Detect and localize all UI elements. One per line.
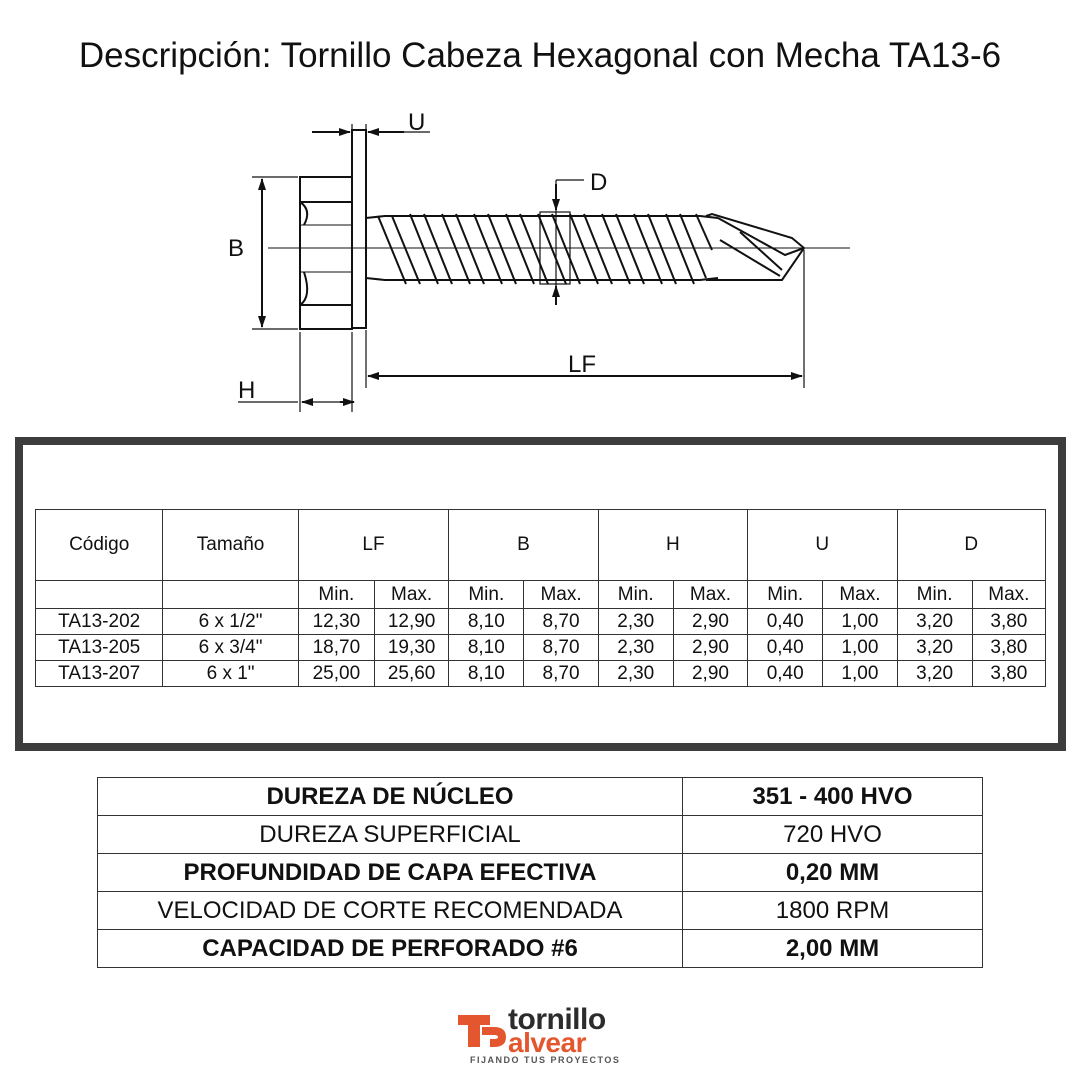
table-cell: TA13-202 [36,609,163,635]
property-row [98,892,983,930]
table-cell: 2,90 [673,635,747,661]
properties-table [97,777,983,968]
table-cell: 8,70 [524,661,598,687]
property-label: CAPACIDAD DE PERFORADO #6 [98,930,683,968]
hex-head [300,177,352,329]
subheader-max: Max. [673,581,747,609]
table-cell: 6 x 3/4" [163,635,298,661]
property-row [98,930,983,968]
label-h: H [238,377,256,404]
property-label: DUREZA DE NÚCLEO [98,778,683,816]
subheader-max: Max. [823,581,897,609]
table-row [36,635,1046,661]
header-tamano: Tamaño [163,510,298,581]
property-value: 2,00 MM [683,930,983,968]
property-label: VELOCIDAD DE CORTE RECOMENDADA [98,892,683,930]
table-cell: 25,60 [374,661,448,687]
table-cell: 3,20 [897,661,972,687]
property-value: 351 - 400 HVO [683,778,983,816]
table-cell: 2,90 [673,661,747,687]
table-cell: 3,80 [972,635,1045,661]
property-row [98,854,983,892]
label-u: U [408,109,426,136]
table-cell: 3,80 [972,609,1045,635]
subheader-min: Min. [748,581,823,609]
washer-flange [352,130,366,328]
property-label: PROFUNDIDAD DE CAPA EFECTIVA [98,854,683,892]
table-cell: 0,40 [748,635,823,661]
subheader-max: Max. [524,581,598,609]
subheader-min: Min. [449,581,524,609]
table-cell: TA13-205 [36,635,163,661]
table-cell: 0,40 [748,609,823,635]
logo-word-tornillo: tornillo [508,1003,606,1036]
table-cell: 2,90 [673,609,747,635]
table-cell: 8,70 [524,635,598,661]
label-b: B [228,235,245,262]
table-cell: 1,00 [823,635,897,661]
table-cell: 12,90 [374,609,448,635]
screw-drawing [0,100,1080,430]
subheader-min: Min. [897,581,972,609]
table-row [36,609,1046,635]
spec-frame [15,437,1066,751]
table-cell: 25,00 [298,661,374,687]
property-row [98,816,983,854]
table-cell: 1,00 [823,661,897,687]
header-d: D [897,510,1045,581]
header-u: U [748,510,897,581]
table-cell: 8,10 [449,609,524,635]
subheader-max: Max. [374,581,448,609]
property-label: DUREZA SUPERFICIAL [98,816,683,854]
header-b: B [449,510,598,581]
table-cell: 2,30 [598,661,673,687]
header-h: H [598,510,747,581]
table-row [36,661,1046,687]
property-value: 720 HVO [683,816,983,854]
drill-tip [706,214,804,280]
table-cell: 3,80 [972,661,1045,687]
table-cell: 0,40 [748,661,823,687]
table-cell: TA13-207 [36,661,163,687]
subheader-max: Max. [972,581,1045,609]
logo-word-alvear: alvear [508,1027,586,1058]
threads [378,214,712,284]
spec-table-body [36,609,1046,687]
label-d: D [590,169,608,196]
header-codigo: Código [36,510,163,581]
table-cell: 6 x 1" [163,661,298,687]
table-cell: 3,20 [897,609,972,635]
table-cell: 1,00 [823,609,897,635]
property-value: 1800 RPM [683,892,983,930]
property-value: 0,20 MM [683,854,983,892]
table-cell: 6 x 1/2" [163,609,298,635]
table-cell: 8,70 [524,609,598,635]
table-cell: 3,20 [897,635,972,661]
subheader-min: Min. [298,581,374,609]
table-cell: 8,10 [449,661,524,687]
label-lf: LF [568,351,597,378]
subheader-min: Min. [598,581,673,609]
property-row [98,778,983,816]
table-cell: 2,30 [598,609,673,635]
spec-table [35,509,1046,687]
table-cell: 8,10 [449,635,524,661]
header-lf: LF [298,510,448,581]
logo-tagline: FIJANDO TUS PROYECTOS [470,1055,621,1065]
table-cell: 19,30 [374,635,448,661]
table-cell: 2,30 [598,635,673,661]
table-cell: 18,70 [298,635,374,661]
brand-logo [456,1005,626,1073]
page-title: Descripción: Tornillo Cabeza Hexagonal con Mecha TA13-6 [78,36,1002,75]
table-cell: 12,30 [298,609,374,635]
logo-mark-icon [456,1011,508,1051]
